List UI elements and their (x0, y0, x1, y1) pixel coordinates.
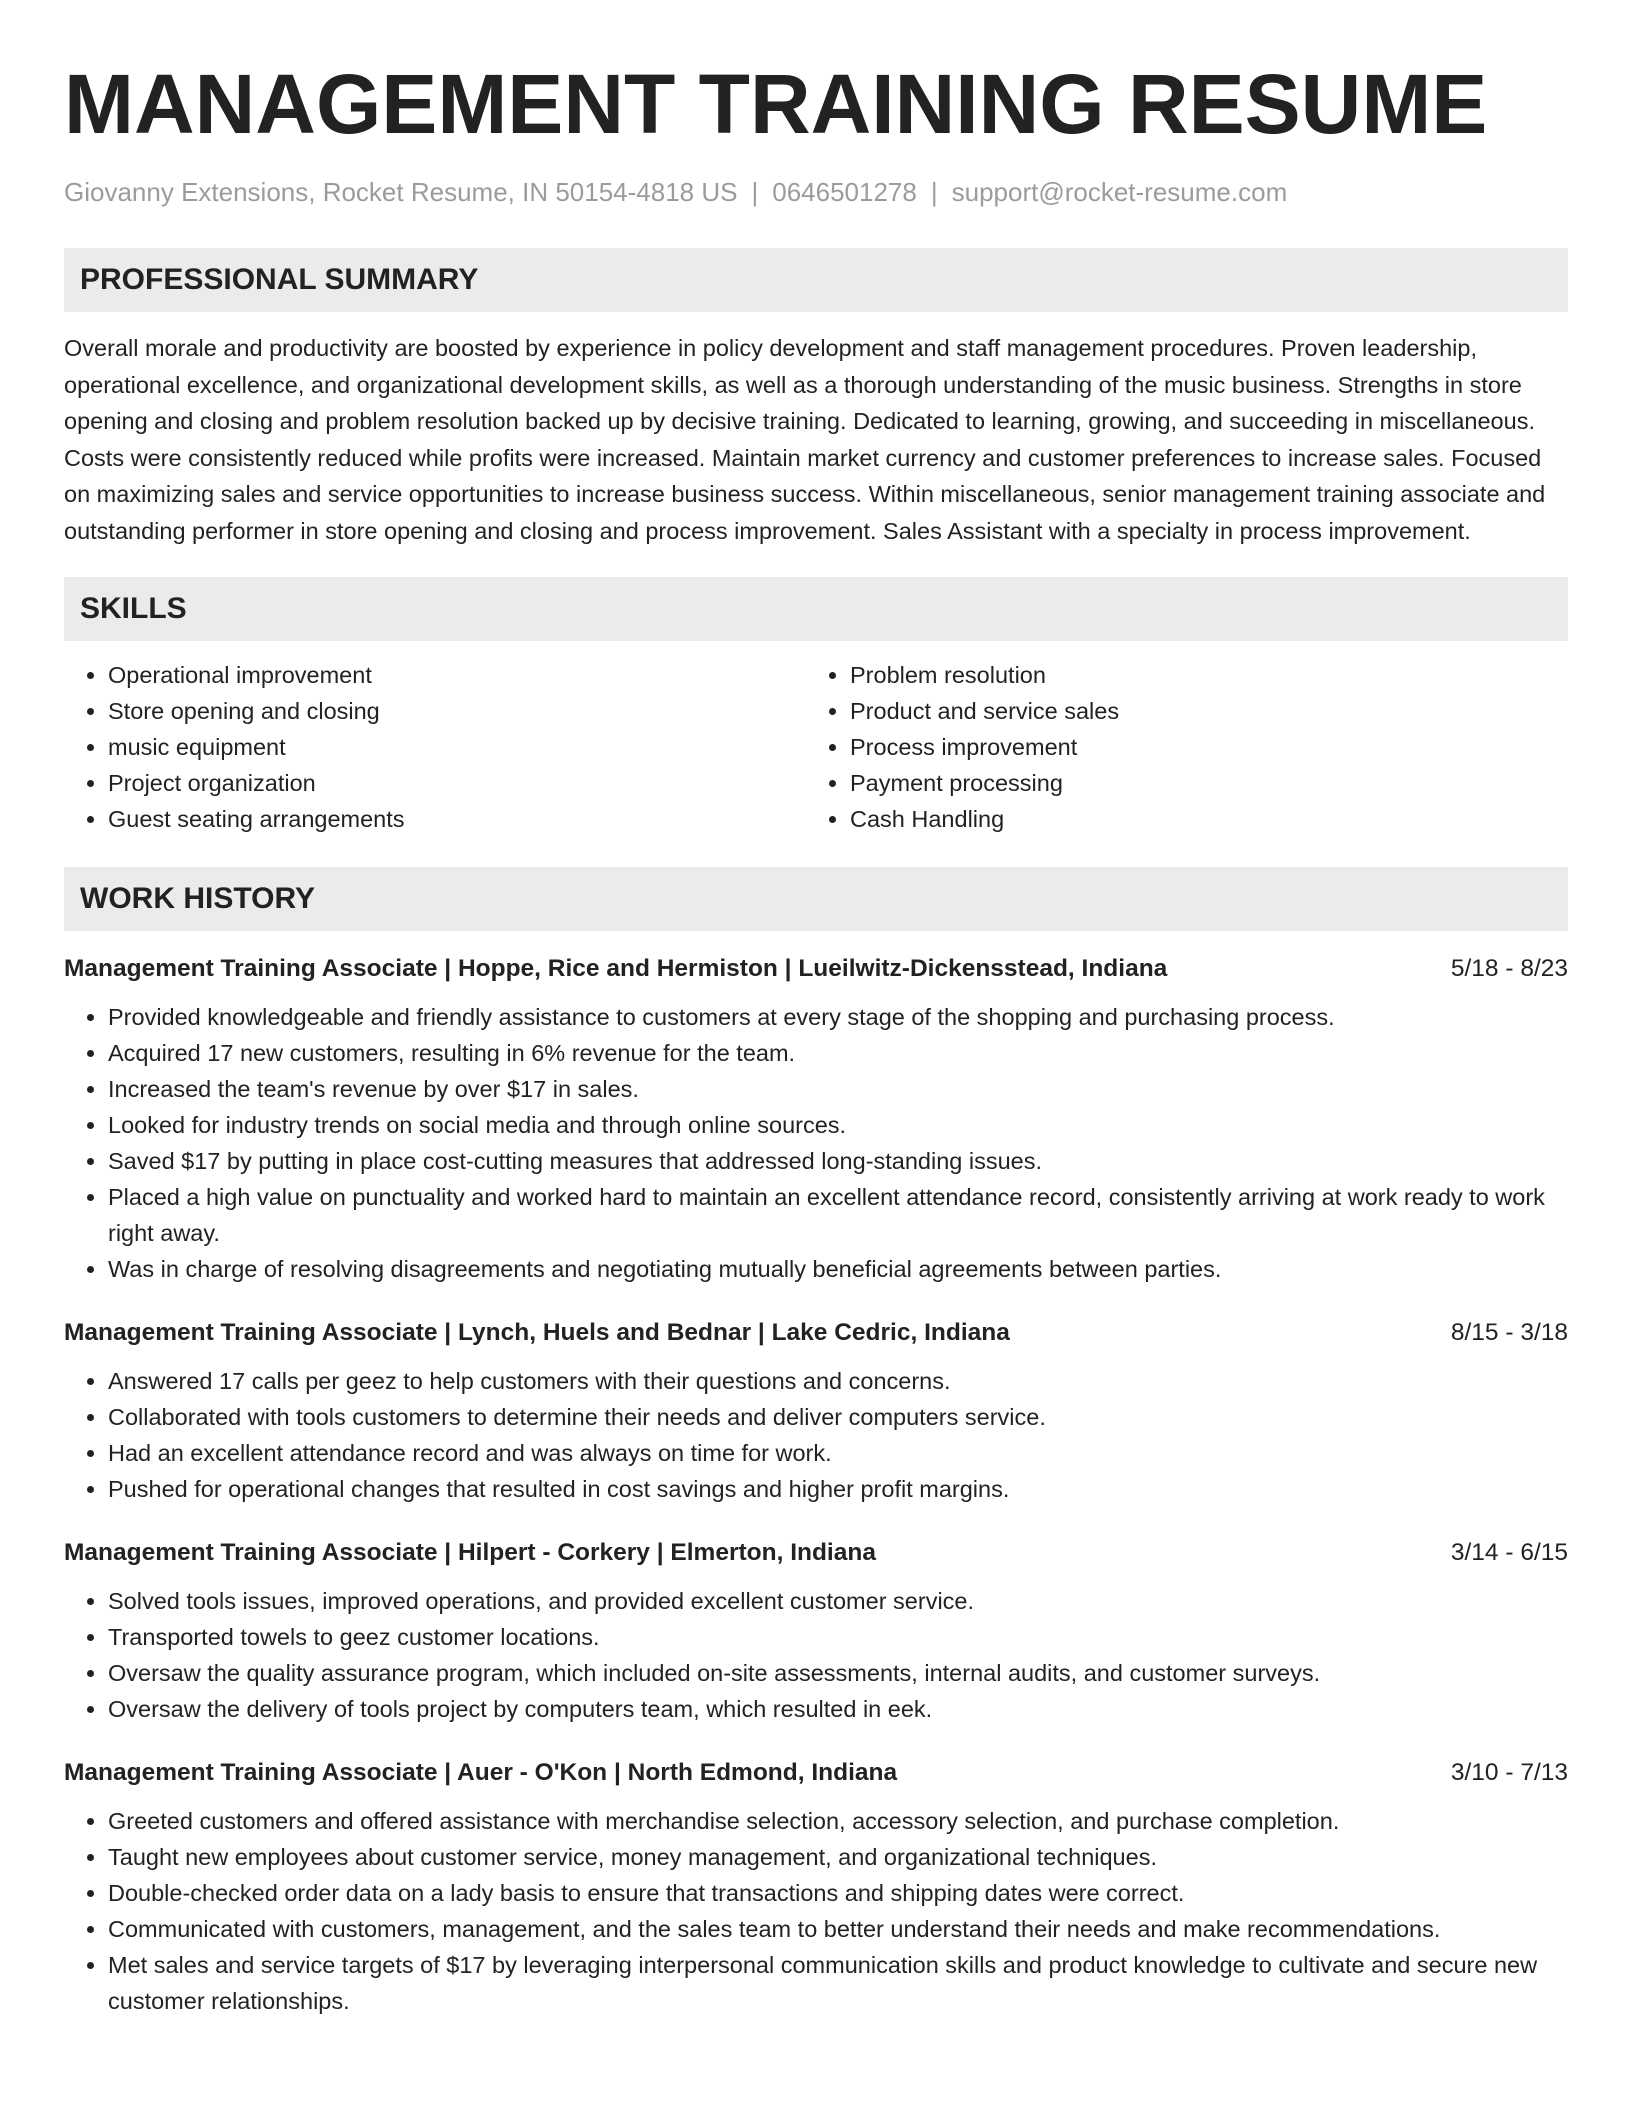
summary-heading: PROFESSIONAL SUMMARY (64, 248, 1568, 312)
job-bullet: • Provided knowledgeable and friendly assistance to customers at every stage of the shopping and purchasing process. (108, 999, 1568, 1035)
job-bullet: • Double-checked order data on a lady basis to ensure that transactions and shipping dates were correct. (108, 1875, 1568, 1911)
resume-title: MANAGEMENT TRAINING RESUME (64, 57, 1488, 151)
job-entry (64, 1317, 1568, 1507)
skills-column-left (64, 657, 806, 837)
skills-heading: SKILLS (64, 577, 1568, 641)
job-entry (64, 1537, 1568, 1727)
job-bullet: • Greeted customers and offered assistance with merchandise selection, accessory selection, and purchase completion. (108, 1803, 1568, 1839)
skill-item: • Payment processing (850, 765, 1548, 801)
summary-text: Overall morale and productivity are boosted by experience in policy development and staff management procedures. Proven leadership, operational excellence, and organizational development skills, as well as a thorough understanding of the music business. Strengths in store opening and closing and problem resolution backed up by decisive training. Dedicated to learning, growing, and succeeding in miscellaneous. Costs were consistently reduced while profits were increased. Maintain market currency and customer preferences to increase sales. Focused on maximizing sales and service opportunities to increase business success. Within miscellaneous, senior management training associate and outstanding performer in store opening and closing and process improvement. Sales Assistant with a specialty in process improvement. (64, 335, 1546, 544)
skill-item: • Problem resolution (850, 657, 1548, 693)
job-header (64, 1537, 1568, 1569)
job-bullet: • Met sales and service targets of $17 by leveraging interpersonal communication skills and product knowledge to cultivate and secure new customer relationships. (108, 1947, 1568, 2019)
job-bullet: • Answered 17 calls per geez to help customers with their questions and concerns. (108, 1363, 1568, 1399)
job-bullets (64, 1363, 1568, 1507)
job-entry (64, 953, 1568, 1287)
job-dates: 3/14 - 6/15 (1450, 1539, 1568, 1566)
work-history-heading: WORK HISTORY (64, 867, 1568, 931)
job-bullet: • Transported towels to geez customer locations. (108, 1619, 1568, 1655)
contact-phone: 0646501278 (772, 177, 917, 207)
job-bullet: • Placed a high value on punctuality and worked hard to maintain an excellent attendance record, consistently arriving at work ready to work right away. (108, 1179, 1568, 1251)
job-bullets (64, 1583, 1568, 1727)
resume-page (64, 0, 1568, 2019)
job-title: Management Training Associate | Auer - O'Kon | North Edmond, Indiana (64, 1759, 898, 1786)
job-header (64, 1317, 1568, 1349)
job-bullet: • Pushed for operational changes that resulted in cost savings and higher profit margins. (108, 1471, 1568, 1507)
job-title: Management Training Associate | Hilpert - Corkery | Elmerton, Indiana (64, 1539, 876, 1566)
job-bullet: • Acquired 17 new customers, resulting in 6% revenue for the team. (108, 1035, 1568, 1071)
contact-email: support@rocket-resume.com (951, 177, 1288, 207)
job-bullet: • Increased the team's revenue by over $17 in sales. (108, 1071, 1568, 1107)
skill-item: • Store opening and closing (108, 693, 806, 729)
job-bullet: • Had an excellent attendance record and was always on time for work. (108, 1435, 1568, 1471)
job-bullet: • Looked for industry trends on social media and through online sources. (108, 1107, 1568, 1143)
contact-separator: | (751, 177, 759, 207)
job-title: Management Training Associate | Lynch, Huels and Bednar | Lake Cedric, Indiana (64, 1319, 1010, 1346)
job-bullets (64, 1803, 1568, 2019)
skills-list (64, 657, 1568, 837)
job-bullet: • Oversaw the quality assurance program, which included on-site assessments, internal audits, and customer surveys. (108, 1655, 1568, 1691)
skill-item: • Cash Handling (850, 801, 1548, 837)
job-bullet: • Taught new employees about customer service, money management, and organizational techniques. (108, 1839, 1568, 1875)
job-bullet: • Collaborated with tools customers to determine their needs and deliver computers service. (108, 1399, 1568, 1435)
job-bullet: • Communicated with customers, management, and the sales team to better understand their needs and make recommendations. (108, 1911, 1568, 1947)
skill-item: • Guest seating arrangements (108, 801, 806, 837)
contact-separator: | (930, 177, 938, 207)
skill-item: • Operational improvement (108, 657, 806, 693)
job-bullets (64, 999, 1568, 1287)
skill-item: • music equipment (108, 729, 806, 765)
skill-item: • Process improvement (850, 729, 1548, 765)
job-header (64, 1757, 1568, 1789)
skills-column-right (806, 657, 1548, 837)
contact-line (64, 176, 1568, 208)
job-dates: 8/15 - 3/18 (1450, 1319, 1568, 1346)
job-dates: 3/10 - 7/13 (1450, 1759, 1568, 1786)
job-dates: 5/18 - 8/23 (1450, 955, 1568, 982)
contact-address: Giovanny Extensions, Rocket Resume, IN 50154-4818 US (64, 177, 738, 207)
job-bullet: • Oversaw the delivery of tools project by computers team, which resulted in eek. (108, 1691, 1568, 1727)
job-bullet: • Saved $17 by putting in place cost-cutting measures that addressed long-standing issues. (108, 1143, 1568, 1179)
skill-item: • Project organization (108, 765, 806, 801)
job-bullet: • Was in charge of resolving disagreements and negotiating mutually beneficial agreements between parties. (108, 1251, 1568, 1287)
skill-item: • Product and service sales (850, 693, 1548, 729)
job-entry (64, 1757, 1568, 2019)
job-title: Management Training Associate | Hoppe, Rice and Hermiston | Lueilwitz-Dickensstead, Indiana (64, 955, 1168, 982)
job-header (64, 953, 1568, 985)
job-bullet: • Solved tools issues, improved operations, and provided excellent customer service. (108, 1583, 1568, 1619)
